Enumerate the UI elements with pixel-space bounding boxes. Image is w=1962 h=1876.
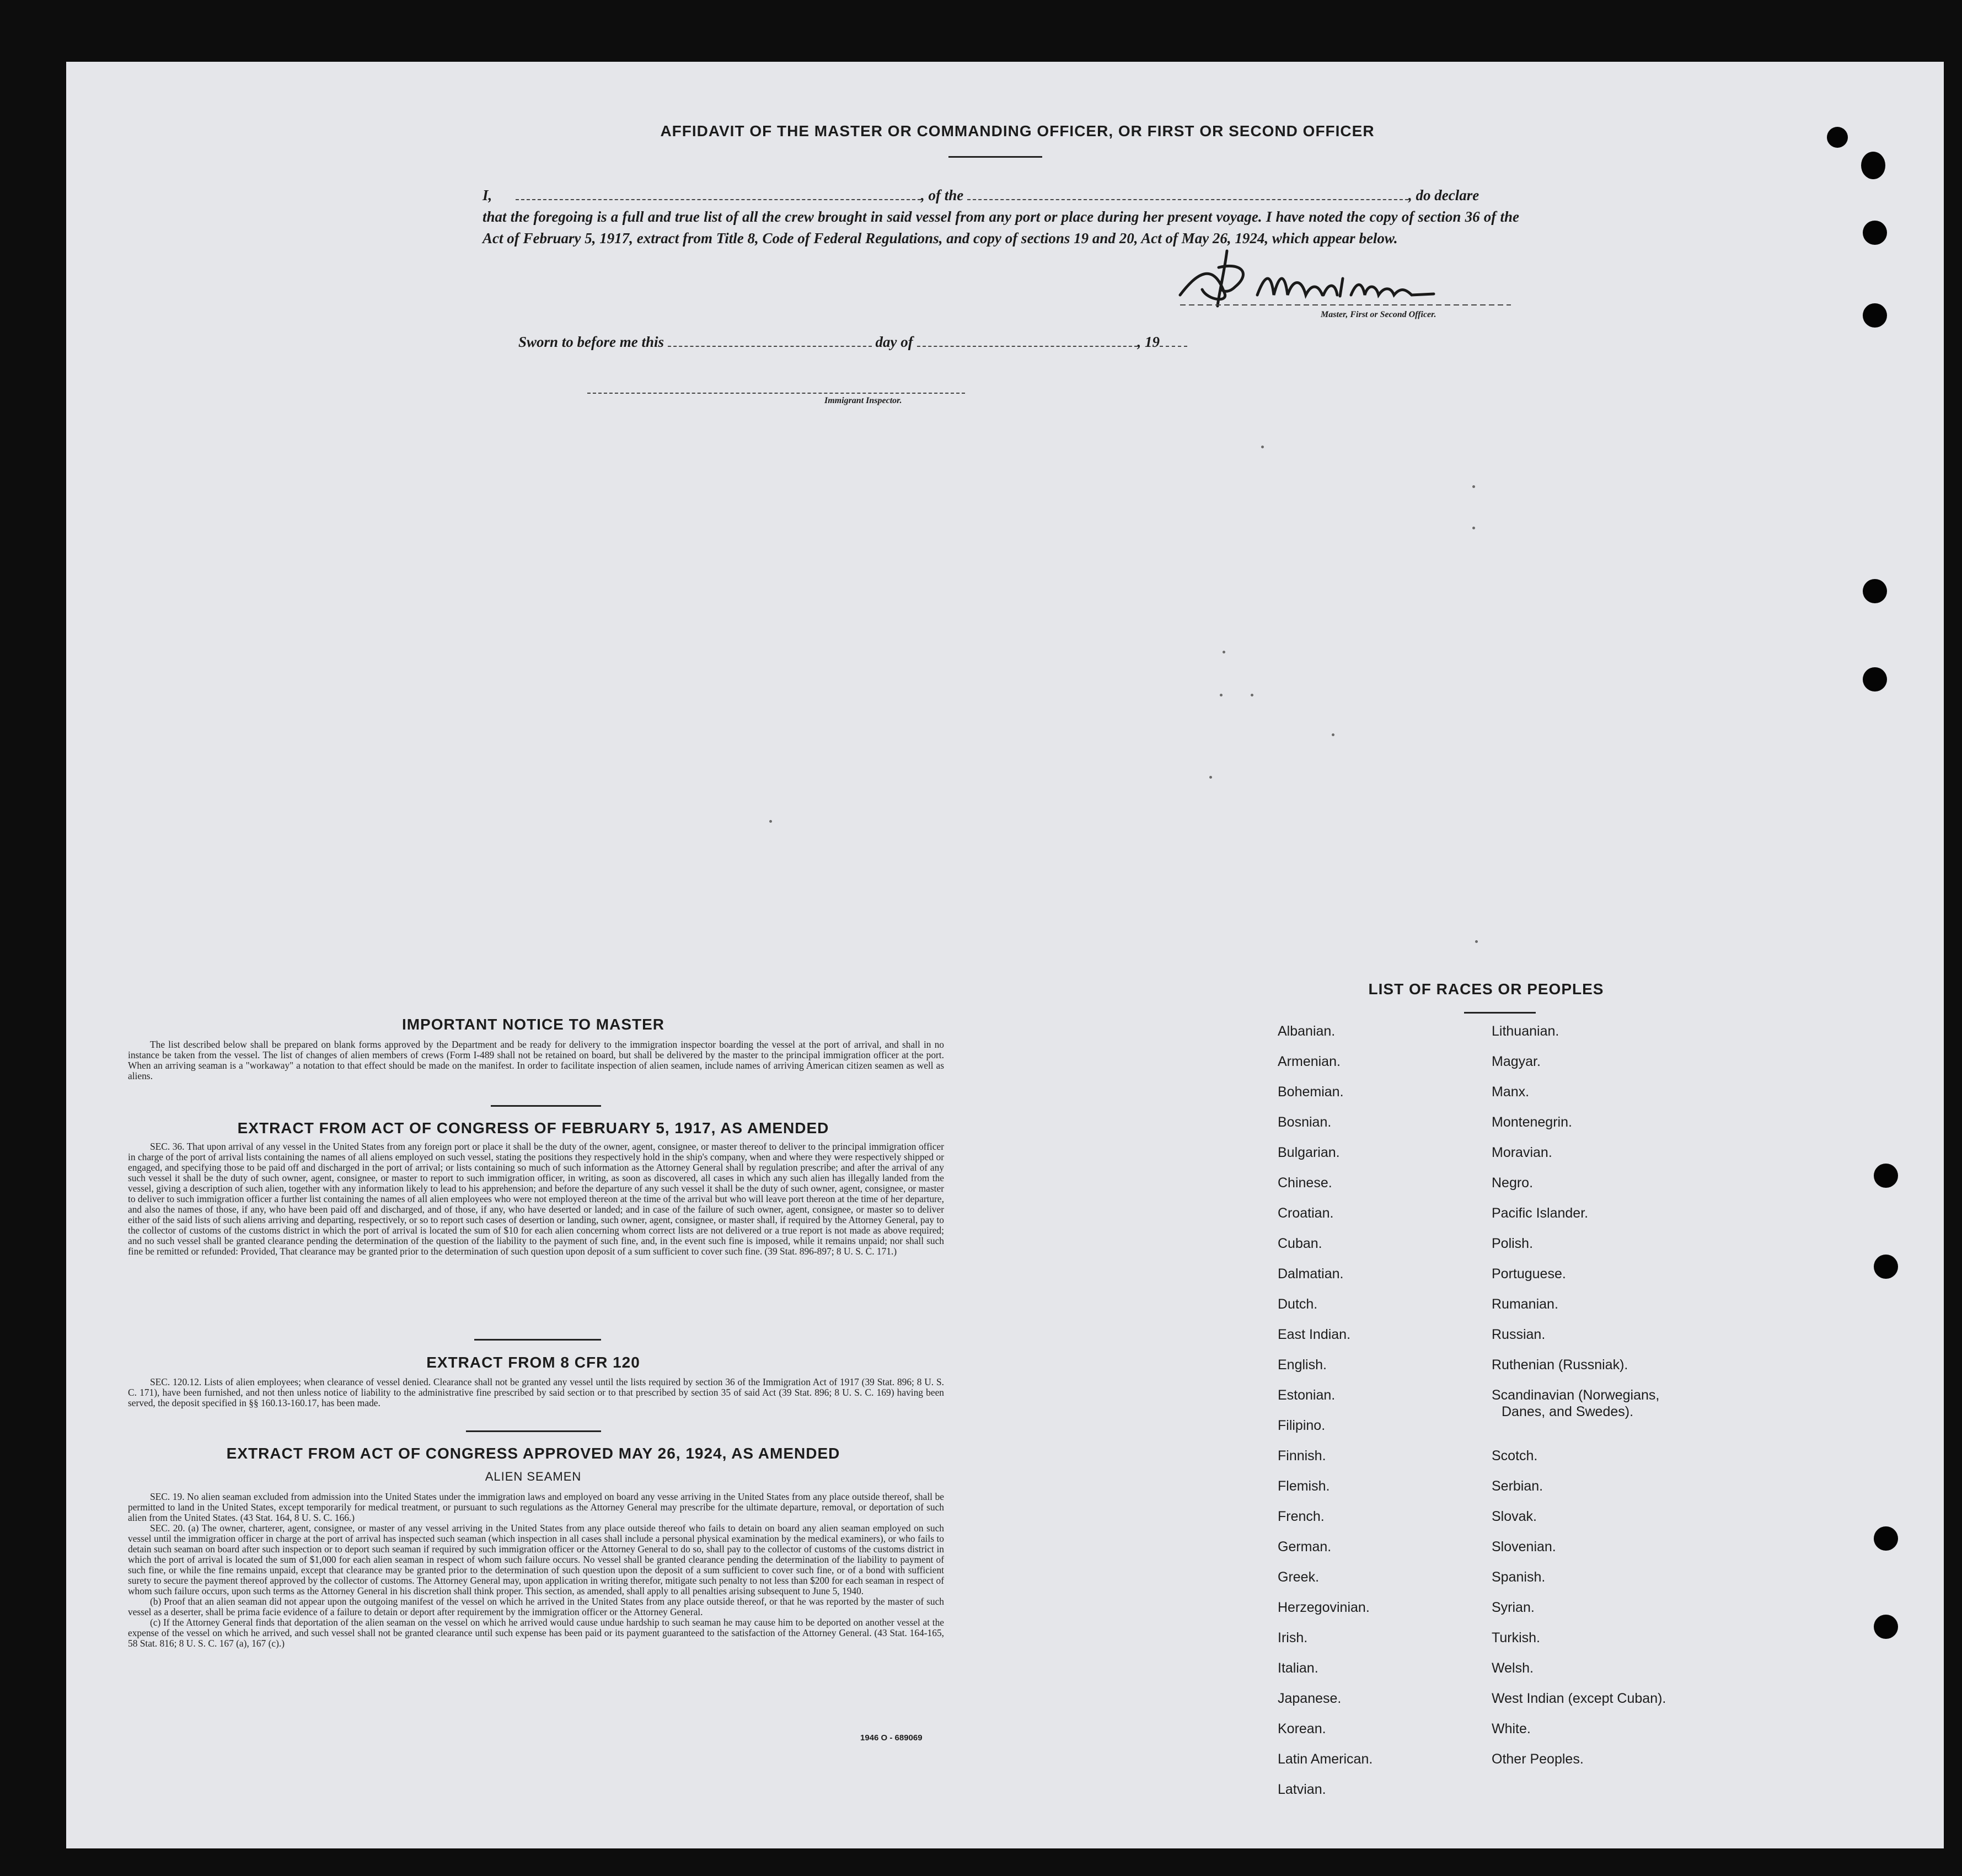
race-item: French.: [1278, 1509, 1325, 1524]
race-item: Ruthenian (Russniak).: [1492, 1357, 1628, 1373]
section-divider: [466, 1430, 601, 1432]
race-item: White.: [1492, 1721, 1531, 1736]
sworn-line: [518, 334, 1187, 351]
sec-20c-paragraph: (c) If the Attorney General finds that deportation of the alien seaman on the vessel on which he arrived would cause undue hardship to such seaman he may cause him to be deported on another vessel at the expense of the vessel on which he arrived, and such vessel shall not be granted clearance until such expense has been paid or its payment guaranteed to the satisfaction of the Attorney General. (43 Stat. 164-165, 58 Stat. 816; 8 U. S. C. 167 (a), 167 (c).): [128, 1617, 944, 1649]
races-title: LIST OF RACES OR PEOPLES: [1368, 980, 1604, 998]
inspector-caption: Immigrant Inspector.: [824, 396, 902, 405]
race-item: Moravian.: [1492, 1145, 1552, 1160]
sec-20b-paragraph: (b) Proof that an alien seaman did not appear upon the outgoing manifest of the vessel on which he arrived in the United States from any place outside thereof, or that he was reported by the master of such vessel as a deserter, shall be prima facie evidence of a failure to detain or deport after requirement by the immigration officer or the Attorney General.: [128, 1596, 944, 1617]
race-item: Herzegovinian.: [1278, 1600, 1370, 1615]
race-item: Negro.: [1492, 1175, 1534, 1191]
race-item: Lithuanian.: [1492, 1023, 1559, 1039]
notice-text: [128, 1039, 944, 1081]
sworn-year-field[interactable]: [1160, 334, 1187, 347]
sec-120-12-paragraph: SEC. 120.12. Lists of alien employees; when clearance of vessel denied. Clearance shall not be granted any vessel until the lists required by section 36 of the Immigration Act of 1917 (39 Stat. 896; 8 U. S. C. 171), have been furnished, and not then unless notice of liability to the administrative fine prescribed by said section or to that prescribed by section 35 of said Act (39 Stat. 896; 8 U. S. C. 169) having been served, the deposit specified in §§ 160.13-160.17, has been made.: [128, 1376, 944, 1408]
race-item: Portuguese.: [1492, 1266, 1566, 1282]
extract-cfr-title: EXTRACT FROM 8 CFR 120: [426, 1354, 640, 1371]
race-item: English.: [1278, 1357, 1327, 1373]
sec-36-paragraph: SEC. 36. That upon arrival of any vessel in the United States from any foreign port or place it shall be the duty of the owner, agent, consignee, or master thereof to deliver to the principal immigration officer in charge of the port of arrival lists containing the names of all aliens employed on such vessel, stating the positions they respectively hold in the ship's company, when and where they were respectively shipped or engaged, and specifying those to be paid off and discharged in the port of arrival; or lists containing so much of such information as the Attorney General shall by regulation prescribe; and after the arrival of any such vessel it shall be the duty of such owner, agent, consignee, or master to report to such immigration officer, in writing, as soon as discovered, all cases in which any such alien has illegally landed from the vessel, giving a description of such alien, together with any information likely to lead to his apprehension; and before the departure of any such vessel it shall be the duty of such owner, agent, consignee, or master to deliver to such immigration officer a further list containing the names of all alien employees who were not employed thereon at the time of the arrival but who will leave port thereon at the time of her departure, and also the names of those, if any, who have been paid off and discharged, and of those, if any, who have deserted or landed; and in case of the failure of such owner, agent, consignee, or master so to deliver either of the said lists of such aliens arriving and departing, respectively, or so to report such cases of desertion or landing, such owner, agent, consignee, or master shall, if required by the Attorney General, pay to the collector of customs of the customs district in which the port of arrival is located the sum of $10 for each alien concerning whom correct lists are not delivered or a true report is not made as above required; and no such vessel shall be granted clearance pending the determination of the question of the liability to the payment of such fine, and, in the event such fine is imposed, while it remains unpaid; nor shall such fine be remitted or refunded: Provided, That clearance may be granted prior to the determination of such question upon deposit of a sum sufficient to cover such fine. (39 Stat. 896-897; 8 U. S. C. 171.): [128, 1141, 944, 1257]
race-item: Latvian.: [1278, 1782, 1326, 1797]
extract-1917-title: EXTRACT FROM ACT OF CONGRESS OF FEBRUARY 5, 1917, AS AMENDED: [237, 1119, 829, 1137]
i-label: I,: [483, 187, 492, 203]
race-item: Polish.: [1492, 1236, 1534, 1251]
binder-hole: [1874, 1164, 1898, 1188]
section-divider: [491, 1105, 601, 1107]
race-item: Filipino.: [1278, 1418, 1326, 1433]
vessel-name-field[interactable]: [967, 187, 1408, 200]
signature-caption: Master, First or Second Officer.: [1321, 310, 1436, 319]
binder-hole: [1863, 221, 1887, 245]
races-list-right: [1492, 1023, 1666, 1781]
speck: [1251, 694, 1253, 696]
notice-paragraph: The list described below shall be prepared on blank forms approved by the Department and be ready for delivery to the immigration inspector boarding the vessel at the port of arrival, and shall in no instance be taken from the vessel. The list of changes of alien members of crews (Form I-489 shall not be retained on board, but shall be delivered by the master to the principal immigration officer at the port. When an arriving seaman is a "workaway" a notation to that effect should be made on the manifest. In order to facilitate inspection of alien seamen, include names of arriving American citizen seamen as well as aliens.: [128, 1039, 944, 1081]
race-item: West Indian (except Cuban).: [1492, 1691, 1666, 1706]
affidavit-statement: that the foregoing is a full and true list of all the crew brought in said vessel from any port or place during her present voyage. I have noted the copy of section 36 of the Act of February 5, 1917, extract from Title 8, Code of Federal Regulations, and copy of sections 19 and 20, Act of May 26, 1924, which appear below.: [483, 208, 1519, 246]
race-item: Bulgarian.: [1278, 1145, 1340, 1160]
speck: [1209, 776, 1212, 779]
races-title-underline: [1464, 1012, 1536, 1014]
race-item: East Indian.: [1278, 1327, 1351, 1342]
race-item: Pacific Islander.: [1492, 1205, 1589, 1221]
race-item: Korean.: [1278, 1721, 1326, 1736]
section-divider: [474, 1339, 601, 1341]
do-declare-label: , do declare: [1408, 187, 1479, 203]
race-item: Dalmatian.: [1278, 1266, 1344, 1282]
alien-seamen-subtitle: ALIEN SEAMEN: [485, 1470, 582, 1483]
race-item: Danes, and Swedes).: [1502, 1404, 1634, 1419]
binder-hole: [1874, 1255, 1898, 1279]
binder-hole: [1863, 667, 1887, 692]
race-item: German.: [1278, 1539, 1332, 1555]
race-item: Russian.: [1492, 1327, 1546, 1342]
race-item: Dutch.: [1278, 1296, 1318, 1312]
year-label: , 19: [1137, 334, 1160, 350]
day-of-label: day of: [875, 334, 913, 350]
sworn-label: Sworn to before me this: [518, 334, 664, 350]
affidavit-title: AFFIDAVIT OF THE MASTER OR COMMANDING OFFICER, OR FIRST OR SECOND OFFICER: [660, 122, 1375, 140]
race-item: Bohemian.: [1278, 1084, 1344, 1100]
race-item: Other Peoples.: [1492, 1751, 1584, 1767]
race-item: Slovak.: [1492, 1509, 1537, 1524]
master-signature: [1175, 240, 1516, 320]
sworn-day-field[interactable]: [668, 334, 872, 347]
of-the-label: , of the: [921, 187, 964, 203]
speck: [1332, 733, 1334, 736]
race-item: Magyar.: [1492, 1054, 1541, 1069]
race-item: Slovenian.: [1492, 1539, 1556, 1555]
race-item: Cuban.: [1278, 1236, 1322, 1251]
extract-1924-text: [128, 1492, 944, 1649]
speck: [1220, 694, 1223, 696]
race-item: Bosnian.: [1278, 1114, 1332, 1130]
binder-hole: [1874, 1526, 1898, 1551]
race-item: Croatian.: [1278, 1205, 1334, 1221]
print-code: 1946 O - 689069: [860, 1733, 923, 1743]
race-item: Italian.: [1278, 1660, 1318, 1676]
binder-hole: [1827, 127, 1848, 148]
race-item: Scandinavian (Norwegians,: [1492, 1387, 1660, 1403]
sworn-month-field[interactable]: [917, 334, 1138, 347]
speck: [1223, 651, 1225, 653]
inspector-signature-field[interactable]: [587, 380, 965, 394]
sec-19-paragraph: SEC. 19. No alien seaman excluded from admission into the United States under the immigration laws and employed on board any vesse arriving in the United States from any place outside thereof, shall be permitted to land in the United States, except temporarily for medical treatment, or pursuant to such regulations as the Attorney General may prescribe for the ultimate departure, removal, or deportation of such alien from the United States. (43 Stat. 164, 8 U. S. C. 166.): [128, 1491, 944, 1523]
race-item: Welsh.: [1492, 1660, 1534, 1676]
race-item: Manx.: [1492, 1084, 1530, 1100]
race-item: Syrian.: [1492, 1600, 1535, 1615]
binder-hole: [1874, 1615, 1898, 1639]
binder-hole: [1863, 303, 1887, 328]
race-item: Irish.: [1278, 1630, 1308, 1645]
extract-1917-text: [128, 1141, 944, 1257]
sec-20a-paragraph: SEC. 20. (a) The owner, charterer, agent, consignee, or master of any vessel arriving in the United States from any place outside thereof who fails to detain on board any alien seaman employed on such vessel until the immigration officer in charge at the port of arrival has inspected such seaman (which inspection in all cases shall include a personal physical examination by the medical examiners), or who fails to detain such seaman on board after such inspection or to deport such seaman if required by such immigration officer or the Attorney General to do so, shall pay to the collector of customs of the customs district in which the port of arrival is located the sum of $1,000 for each alien seaman in respect of whom such failure occurs. No vessel shall be granted clearance pending the determination of the liability to payment of such fine, or while the fine remains unpaid, except that clearance may be granted prior to the determination of such question upon the deposit of a sum sufficient to cover such fine, or of a bond with sufficient surety to secure the payment thereof approved by the collector of customs. The Attorney General may, upon application in writing therefor, mitigate such penalty to not less than $200 for each seaman in respect of whom such failure occurs, upon such terms as the Attorney General in his discretion shall think proper. This section, as amended, shall apply to all penalties arising subsequent to June 5, 1940.: [128, 1523, 944, 1596]
extract-1924-title: EXTRACT FROM ACT OF CONGRESS APPROVED MAY 26, 1924, AS AMENDED: [226, 1445, 840, 1462]
speck: [1472, 485, 1475, 488]
master-name-field[interactable]: [516, 187, 921, 200]
race-item: Spanish.: [1492, 1569, 1546, 1585]
race-item: Rumanian.: [1492, 1296, 1558, 1312]
race-item: Japanese.: [1278, 1691, 1342, 1706]
title-underline: [948, 156, 1042, 158]
binder-hole: [1863, 579, 1887, 603]
race-item: Finnish.: [1278, 1448, 1326, 1464]
race-item: [1492, 1417, 1666, 1448]
speck: [769, 820, 772, 823]
extract-cfr-text: [128, 1377, 944, 1408]
race-item: Turkish.: [1492, 1630, 1540, 1645]
notice-title: IMPORTANT NOTICE TO MASTER: [401, 1016, 665, 1033]
race-item: Chinese.: [1278, 1175, 1332, 1191]
race-item: Scotch.: [1492, 1448, 1538, 1464]
speck: [1475, 940, 1478, 943]
speck: [1472, 527, 1475, 529]
race-item: Albanian.: [1278, 1023, 1336, 1039]
race-item: Serbian.: [1492, 1478, 1543, 1494]
race-item: Flemish.: [1278, 1478, 1330, 1494]
binder-hole: [1861, 152, 1885, 179]
races-list-left: [1278, 1023, 1373, 1811]
race-item: Greek.: [1278, 1569, 1320, 1585]
race-item: Armenian.: [1278, 1054, 1341, 1069]
race-item: Montenegrin.: [1492, 1114, 1572, 1130]
race-item: Estonian.: [1278, 1387, 1336, 1403]
speck: [1261, 446, 1264, 448]
race-item: Latin American.: [1278, 1751, 1373, 1767]
